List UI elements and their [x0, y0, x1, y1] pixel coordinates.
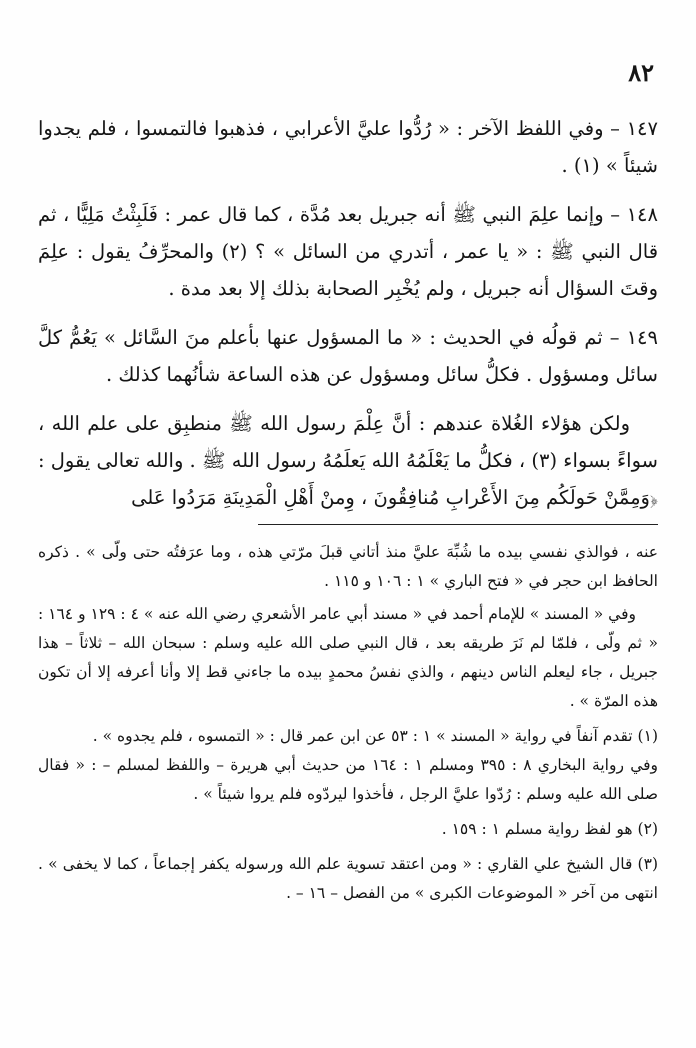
paragraph-147: ١٤٧ – وفي اللفظ الآخر : « رُدُّوا عليَّ الأعرابي ، فذهبوا فالتمسوا ، فلم يجدوا شيئاً » (١) .: [38, 117, 658, 177]
paragraph-149: ١٤٩ – ثم قولُه في الحديث : « ما المسؤول عنها بأعلم منَ السَّائل » يَعُمُّ كلَّ سائل ومسؤول . فكلُّ سائل ومسؤول عن هذه الساعة شأنُهما كذلك .: [38, 326, 658, 386]
page-number: ٨٢: [628, 58, 654, 87]
footnote-2-mark: (٢): [637, 820, 658, 838]
footnote-2: [38, 815, 658, 844]
footnote-1-extra: وفي رواية البخاري ٨ : ٣٩٥ ومسلم ١ : ١٦٤ من حديث أبي هريرة – واللفظ لمسلم – : « فقال صلى الله عليه وسلم : رُدّوا عليَّ الرجل ، فأخذوا ليردّوه فلم يروا شيئاً » .: [38, 756, 659, 803]
footnote-1: [38, 722, 658, 809]
footnotes: [38, 538, 658, 912]
paragraph-148: ١٤٨ – وإنما علِمَ النبي ﷺ أنه جبريل بعد مُدَّة ، كما قال عمر : فَلَبِثْتُ مَلِيًّا ، ثم قال النبي ﷺ : « يا عمر ، أتدري من السائل » ؟ (٢) والمحرِّفُ يقول : علِمَ وقتَ السؤال أنه جبريل ، ولم يُخْبِر الصحابة بذلك إلا بعد مدة .: [38, 203, 659, 300]
footnote-3-text: قال الشيخ علي القاري : « ومن اعتقد تسوية علم الله ورسوله يكفر إجماعاً ، كما لا يخفى » . انتهى من آخر « الموضوعات الكبرى » من الفصل – ١٦ – .: [38, 855, 658, 902]
footnote-1-text: تقدم آنفاً في رواية « المسند » ١ : ٥٣ عن ابن عمر قال : « التمسوه ، فلم يجدوه » .: [92, 727, 633, 745]
footnote-3: [38, 850, 658, 908]
footnote-separator: [258, 524, 658, 525]
footnote-continuation-musnad: وفي « المسند » للإمام أحمد في « مسند أبي عامر الأشعري رضي الله عنه » ٤ : ١٢٩ و ١٦٤ : « ثم ولّى ، فلمّا لم نَرَ طريقه بعد ، قال النبي صلى الله عليه وسلم : سبحان الله – ثلاثاً – هذا جبريل ، جاء ليعلم الناس دينهم ، والذي نفسُ محمدٍ بيده ما جاءني قط إلا وأنا أعرفه إلا أن تكون هذه المرّة » .: [38, 605, 658, 710]
main-text: [38, 110, 658, 528]
footnote-1-mark: (١): [637, 727, 658, 745]
footnote-2-text: هو لفظ رواية مسلم ١ : ١٥٩ .: [441, 820, 633, 838]
footnote-continuation: عنه ، فوالذي نفسي بيده ما شُبِّهَ عليَّ منذ أتاني قبلَ مرّتي هذه ، وما عرَفتُه حتى ولّى » . ذكره الحافظ ابن حجر في « فتح الباري » ١ : ١٠٦ و ١١٥ .: [38, 543, 658, 590]
paragraph-ghulat: ولكن هؤلاء الغُلاة عندهم : أنَّ عِلْمَ رسول الله ﷺ منطبِق على علم الله ، سواءً بسواء (٣) ، فكلُّ ما يَعْلَمُهُ الله يَعلَمُهُ رسول الله ﷺ . والله تعالى يقول : ﴿وَمِمَّنْ حَولَكُم مِنَ الأَعْرابِ مُنافِقُونَ ، وِمنْ أَهْلِ الْمَدِينَةِ مَرَدُوا عَلى: [38, 412, 658, 509]
footnote-3-mark: (٣): [637, 855, 658, 873]
